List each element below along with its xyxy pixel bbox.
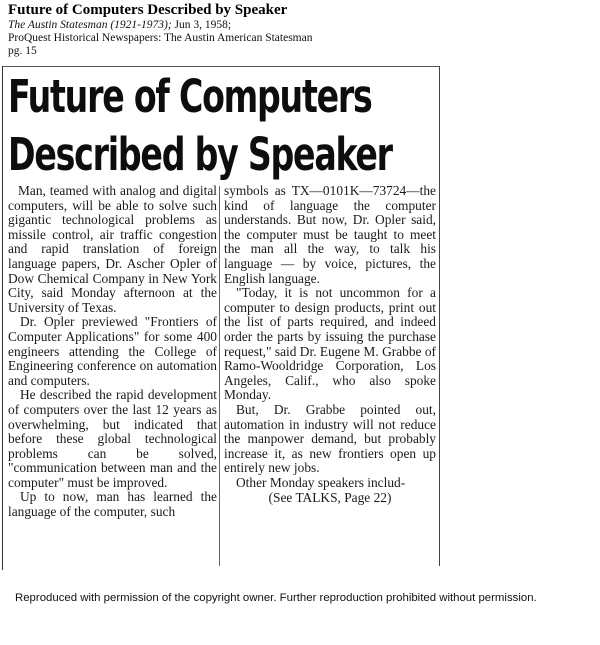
article-paragraph: symbols as TX—0101K—73724—the kind of language the computer understands. But now, Dr. Opler said, the computer must be taught to meet the man all the way, to talk his language — by voice, pictures, the English language. — [224, 183, 436, 286]
article-paragraph: He described the rapid development of computers over the last 12 years as overwhelming, but indicated that before these global technological problems can be solved, "communication between man and the computer" must be improved. — [8, 387, 217, 490]
citation-header — [8, 2, 568, 58]
citation-page: pg. 15 — [8, 45, 37, 57]
citation-source: ProQuest Historical Newspapers: The Austin American Statesman — [8, 32, 313, 44]
article-paragraph: Dr. Opler previewed "Frontiers of Computer Applications" for some 400 engineers attending the College of Engineering conference on automation and computers. — [8, 314, 217, 388]
newspaper-clipping — [2, 66, 440, 570]
article-paragraph: But, Dr. Grabbe pointed out, automation in industry will not reduce the manpower demand, but probably increase it, as new frontiers open up entirely new jobs. — [224, 401, 436, 476]
article-paragraph: Other Monday speakers includ- — [236, 474, 406, 490]
article-paragraph: Up to now, man has learned the language of the computer, such — [8, 489, 217, 520]
copyright-notice: Reproduced with permission of the copyright owner. Further reproduction prohibited without permission. — [15, 592, 537, 604]
article-headline — [8, 68, 392, 184]
clipping-left-border — [2, 66, 3, 570]
article-paragraph: "Today, it is not uncommon for a computer to design products, print out the list of parts required, and indeed order the parts by issuing the purchase request," said Dr. Eugene M. Grabbe of Ramo-Wooldridge Corporation, Los Angeles, Calif., who also spoke Monday. — [224, 285, 436, 403]
clipping-right-border — [439, 66, 440, 566]
citation-title: Future of Computers Described by Speaker — [8, 2, 288, 18]
article-paragraph: Man, teamed with analog and digital computers, will be able to solve such gigantic technological problems as missile control, air traffic congestion and rapid translation of foreign language papers, Dr. Ascher Opler of Dow Chemical Company in New York City, said Monday afternoon at the University of Texas. — [8, 183, 217, 315]
clipping-top-border — [2, 66, 440, 67]
continuation-reference: (See TALKS, Page 22) — [268, 490, 392, 506]
article-column-right — [224, 184, 436, 506]
citation-publication-line — [8, 19, 568, 32]
headline-line-2: Described by Speaker — [8, 128, 392, 181]
citation-date: Jun 3, 1958; — [171, 19, 232, 31]
headline-line-1: Future of Computers — [8, 70, 372, 123]
column-divider — [219, 186, 220, 566]
citation-publication: The Austin Statesman (1921-1973); — [8, 19, 172, 31]
article-column-left — [8, 184, 217, 520]
